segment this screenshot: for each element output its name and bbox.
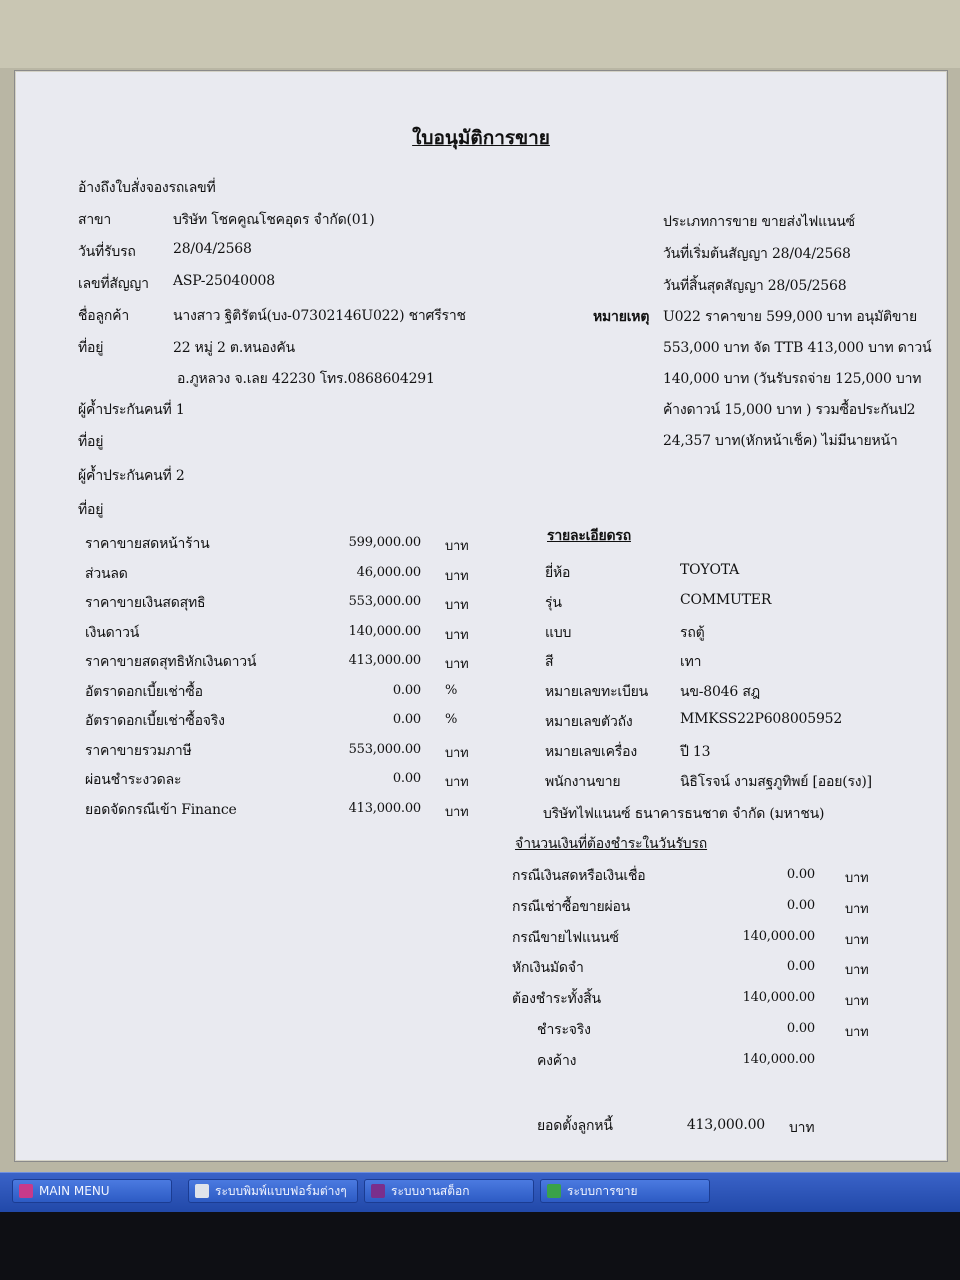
price-label: ราคาขายสดหน้าร้าน xyxy=(85,536,210,552)
taskbar-label: ระบบการขาย xyxy=(567,1183,638,1198)
payment-value: 0.00 xyxy=(786,867,815,882)
price-label: ราคาขายรวมภาษี xyxy=(85,742,192,759)
car-detail-value: TOYOTA xyxy=(680,562,740,578)
contract-no-value: ASP-25040008 xyxy=(173,273,275,289)
price-unit: บาท xyxy=(445,568,469,584)
car-detail-label: หมายเลขทะเบียน xyxy=(545,684,649,701)
price-value: 599,000.00 xyxy=(348,535,421,550)
taskbar-item-sales[interactable] xyxy=(540,1179,710,1203)
price-unit: บาท xyxy=(445,804,469,820)
car-detail-label: หมายเลขเครื่อง xyxy=(545,743,637,760)
payment-label: ชำระจริง xyxy=(537,1022,591,1038)
address-line-2: อ.ภูหลวง จ.เลย 42230 โทร.0868604291 xyxy=(177,371,435,387)
payment-label: กรณีเช่าซื้อขายผ่อน xyxy=(512,898,631,915)
car-detail-value: รถตู้ xyxy=(680,624,705,641)
price-value: 553,000.00 xyxy=(348,741,421,757)
branch-value: บริษัท โชคคูณโชคอุดร จำกัด(01) xyxy=(173,212,375,228)
price-unit: บาท xyxy=(445,627,469,643)
address-label: ที่อยู่ xyxy=(78,340,104,356)
debt-value: 413,000.00 xyxy=(686,1117,765,1133)
price-unit: บาท xyxy=(445,745,469,761)
customer-value: นางสาว ฐิติรัตน์(บง-07302146U022) ชาศรีราช xyxy=(173,308,466,324)
debt-label: ยอดตั้งลูกหนี้ xyxy=(537,1118,613,1134)
remark-label: หมายเหตุ xyxy=(593,309,650,325)
price-value: 140,000.00 xyxy=(348,623,421,639)
customer-label: ชื่อลูกค้า xyxy=(78,308,129,324)
price-value: 413,000.00 xyxy=(348,653,421,668)
price-value: 0.00 xyxy=(392,771,421,786)
car-detail-label: สี xyxy=(545,654,554,671)
price-unit: บาท xyxy=(445,539,469,554)
payment-unit: บาท xyxy=(845,871,869,886)
price-unit: % xyxy=(445,682,458,698)
receive-date-value: 28/04/2568 xyxy=(173,241,252,257)
price-unit: บาท xyxy=(445,657,469,672)
contract-end: วันที่สิ้นสุดสัญญา 28/05/2568 xyxy=(663,278,847,294)
monitor-bezel xyxy=(0,1212,960,1280)
taskbar xyxy=(0,1172,960,1213)
price-value: 46,000.00 xyxy=(356,564,421,580)
price-label: ส่วนลด xyxy=(85,565,128,582)
document-icon xyxy=(195,1184,209,1198)
price-value: 0.00 xyxy=(392,712,421,727)
taskbar-item-main-menu[interactable] xyxy=(12,1179,172,1203)
price-label: อัตราดอกเบี้ยเช่าซื้อจริง xyxy=(85,713,225,729)
payment-unit: บาท xyxy=(845,1025,869,1040)
car-detail-value: นิธิโรจน์ งามสฐภูทิพย์ [ออย(รง)] xyxy=(680,773,872,790)
payment-unit: บาท xyxy=(845,932,869,948)
payment-value: 0.00 xyxy=(786,1021,815,1036)
remark-line: 553,000 บาท จัด TTB 413,000 บาท ดาวน์ xyxy=(663,340,932,356)
sale-type: ประเภทการขาย ขายส่งไฟแนนซ์ xyxy=(663,214,855,230)
contract-start: วันที่เริ่มต้นสัญญา 28/04/2568 xyxy=(663,246,851,262)
payment-unit: บาท xyxy=(845,901,869,917)
payment-label: กรณีเงินสดหรือเงินเชื่อ xyxy=(512,868,646,884)
report-page xyxy=(14,70,948,1162)
payment-label: หักเงินมัดจำ xyxy=(512,960,584,977)
car-detail-value: COMMUTER xyxy=(680,591,772,608)
remark-line: 140,000 บาท (วันรับรถจ่าย 125,000 บาท xyxy=(663,371,922,387)
car-detail-label: หมายเลขตัวถัง xyxy=(545,714,633,730)
finance-company: บริษัทไฟแนนซ์ ธนาคารธนชาต จำกัด (มหาชน) xyxy=(543,806,825,822)
car-detail-label: รุ่น xyxy=(545,594,562,611)
taskbar-label: MAIN MENU xyxy=(39,1184,110,1198)
price-value: 553,000.00 xyxy=(348,594,421,609)
app-icon xyxy=(19,1184,33,1198)
debt-unit: บาท xyxy=(789,1120,815,1136)
payment-value: 140,000.00 xyxy=(742,990,815,1006)
address-line-1: 22 หมู่ 2 ต.หนองคัน xyxy=(173,340,295,356)
guarantor-2-address-label: ที่อยู่ xyxy=(78,502,104,518)
guarantor-2-label: ผู้ค้ำประกันคนที่ 2 xyxy=(78,468,185,484)
payment-label: ต้องชำระทั้งสิ้น xyxy=(512,991,601,1008)
price-label: ผ่อนชำระงวดละ xyxy=(85,772,182,788)
price-value: 413,000.00 xyxy=(348,800,421,816)
reference-label: อ้างถึงใบสั่งจองรถเลขที่ xyxy=(78,180,216,196)
car-detail-value: นข-8046 สฎ xyxy=(680,684,760,701)
payment-title: จำนวนเงินที่ต้องชำระในวันรับรถ xyxy=(515,836,708,852)
price-unit: % xyxy=(445,712,458,727)
taskbar-item-stock[interactable] xyxy=(364,1179,534,1203)
payment-value: 0.00 xyxy=(786,897,815,913)
payment-value: 0.00 xyxy=(786,959,815,975)
desktop-background xyxy=(0,0,960,68)
payment-label: คงค้าง xyxy=(537,1052,577,1069)
contract-no-label: เลขที่สัญญา xyxy=(78,276,149,292)
remark-line: ค้างดาวน์ 15,000 บาท ) รวมซื้อประกันป2 xyxy=(663,402,916,418)
payment-unit: บาท xyxy=(845,994,869,1010)
price-label: เงินดาวน์ xyxy=(85,624,140,641)
receive-date-label: วันที่รับรถ xyxy=(78,244,136,260)
price-unit: บาท xyxy=(445,775,469,790)
taskbar-label: ระบบพิมพ์แบบฟอร์มต่างๆ xyxy=(215,1183,347,1198)
price-label: ราคาขายเงินสดสุทธิ xyxy=(85,595,206,611)
price-label: อัตราดอกเบี้ยเช่าซื้อ xyxy=(85,683,203,700)
car-details-title: รายละเอียดรถ xyxy=(547,528,631,544)
payment-label: กรณีขายไฟแนนซ์ xyxy=(512,929,619,946)
price-value: 0.00 xyxy=(392,682,421,698)
remark-line: 24,357 บาท(หักหน้าเช็ค) ไม่มีนายหน้า xyxy=(663,433,898,449)
price-label: ราคาขายสดสุทธิหักเงินดาวน์ xyxy=(85,654,257,670)
guarantor-1-address-label: ที่อยู่ xyxy=(78,434,104,450)
car-detail-value: เทา xyxy=(680,654,702,671)
car-detail-value: ปี 13 xyxy=(680,743,711,760)
car-detail-label: แบบ xyxy=(545,624,572,641)
payment-value: 140,000.00 xyxy=(742,1051,815,1067)
page-title: ใบอนุมัติการขาย xyxy=(412,127,550,149)
car-detail-label: ยี่ห้อ xyxy=(545,565,571,581)
price-label: ยอดจัดกรณีเข้า Finance xyxy=(85,801,237,818)
car-detail-value: MMKSS22P608005952 xyxy=(680,711,843,727)
app-icon xyxy=(547,1184,561,1198)
app-icon xyxy=(371,1184,385,1198)
price-unit: บาท xyxy=(445,598,469,613)
taskbar-label: ระบบงานสต็อก xyxy=(391,1183,470,1198)
taskbar-item-print-forms[interactable] xyxy=(188,1179,358,1203)
payment-unit: บาท xyxy=(845,963,869,979)
remark-line: U022 ราคาขาย 599,000 บาท อนุมัติขาย xyxy=(663,309,917,325)
branch-label: สาขา xyxy=(78,212,112,228)
car-detail-label: พนักงานขาย xyxy=(545,773,621,790)
payment-value: 140,000.00 xyxy=(742,928,815,944)
guarantor-1-label: ผู้ค้ำประกันคนที่ 1 xyxy=(78,402,185,418)
